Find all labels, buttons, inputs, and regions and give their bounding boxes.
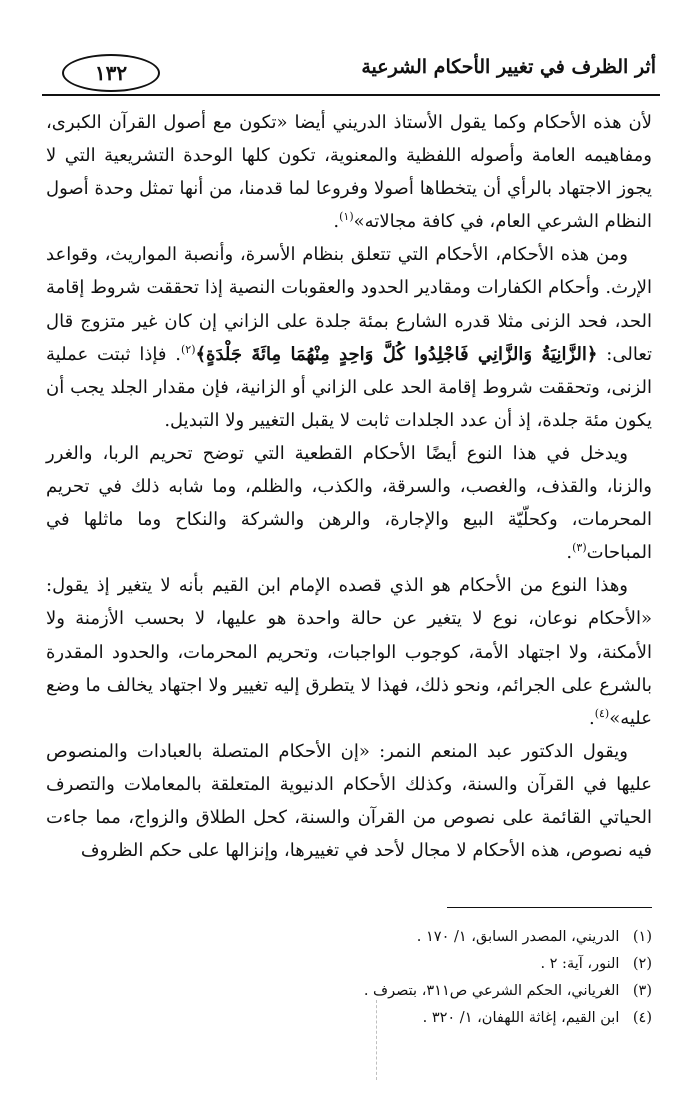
paragraph-4-text: وهذا النوع من الأحكام هو الذي قصده الإمام ابن القيم بأنه لا يتغير إذ يقول: «الأحكام نوعان، نوع لا يتغير عن حالة واحدة هو عليها، لا بحسب الأزمنة ولا الأمكنة، ولا اجتهاد الأمة، كوجوب الواجبات، وتحريم المحرمات، والحدود المقدرة بالشرع على الجرائم، ونحو ذلك، فهذا لا يتطرق إليه تغيير ولا اجتهاد يخالف ما وضع عليه» <box>46 575 652 729</box>
paragraph-3-end: . <box>566 542 573 564</box>
paragraph-1-text: لأن هذه الأحكام وكما يقول الأستاذ الدريني أيضا «تكون مع أصول القرآن الكبرى، ومفاهيمه العامة وأصوله اللفظية والمعنوية، تكون كلها الوحدة التشريعية التي لا يجوز الاجتهاد بالرأي أن يتخطاها أصولا وفروعا لما قدمنا، من أنها تمثل وحدة أصول النظام الشرعي العام، في كافة مجالاته» <box>46 112 652 233</box>
paragraph-1 <box>46 106 652 238</box>
paragraph-4 <box>46 569 652 734</box>
footnote-3-text: الغرياني، الحكم الشرعي ص٣١١، بتصرف . <box>363 983 620 999</box>
footnote-1-number: (١) <box>632 929 652 945</box>
paragraph-5 <box>46 735 652 867</box>
footnote-1 <box>200 924 652 951</box>
paragraph-2 <box>46 238 652 437</box>
page-number: ١٣٢ <box>94 61 128 85</box>
footnote-2 <box>200 951 652 978</box>
footnote-1-text: الدريني، المصدر السابق، ١/ ١٧٠ . <box>416 929 620 945</box>
paragraph-5-text: ويقول الدكتور عبد المنعم النمر: «إن الأحكام المتصلة بالعبادات والمنصوص عليها في القرآن والسنة، وكذلك الأحكام الدنيوية المتعلقة بالمعاملات والتصرف الحياتي القائمة على نصوص من القرآن والسنة، كحل الطلاق والزواج، مما جاءت فيه نصوص، هذه الأحكام لا مجال لأحد في تغييرها، وإنزالها على حكم الظروف <box>46 740 652 862</box>
running-title: أثر الظرف في تغيير الأحكام الشرعية <box>361 56 656 78</box>
footnote-4-text: ابن القيم، إغاثة اللهفان، ١/ ٣٢٠ . <box>422 1010 620 1026</box>
footnote-ref-4: (٤) <box>594 706 610 720</box>
footnote-3 <box>200 978 652 1005</box>
footnote-ref-3: (٣) <box>572 541 587 555</box>
scan-crease-line <box>376 1000 377 1080</box>
footnote-ref-1: (١) <box>339 210 354 224</box>
paragraph-3-text: ويدخل في هذا النوع أيضًا الأحكام القطعية التي توضح تحريم الربا، والغرر والزنا، والقذف، والغصب، والسرقة، والكذب، والظلم، وما شابه ذلك في تحريم المحرمات، وكحلّيّة البيع والإجارة، والرهن والشركة والنكاح وما ماثلها في المباحات <box>46 442 652 564</box>
footnote-2-number: (٢) <box>632 956 652 972</box>
footnote-4-number: (٤) <box>632 1010 652 1026</box>
header-divider <box>42 94 660 96</box>
paragraph-2-text-b: . فإذا ثبتت عملية الزنى، وتحققت شروط إقامة الحد على الزاني أو الزانية، فإن مقدار الجلد يجب أن يكون مئة جلدة، إذ أن عدد الجلدات ثابت لا يقبل التغيير ولا التبديل. <box>46 343 652 431</box>
paragraph-4-end: . <box>588 707 595 729</box>
page-number-oval <box>62 54 160 92</box>
paragraph-3 <box>46 437 652 569</box>
footnote-3-number: (٣) <box>632 983 652 999</box>
footnote-4 <box>200 1005 652 1032</box>
footnote-2-text: النور، آية: ٢ . <box>540 956 620 972</box>
paragraph-2-text-a: ومن هذه الأحكام، الأحكام التي تتعلق بنظام الأسرة، وأنصبة المواريث، وقواعد الإرث. وأحكام الكفارات ومقادير الحدود والعقوبات النصية إذا تحققت شروط إقامة الحد، فحد الزنى مثلا قدره الشارع بمئة جلدة على الزاني إن كان غير متزوج قال تعالى: <box>46 244 653 365</box>
main-text <box>46 106 652 867</box>
quran-verse: ﴿الزَّانِيَةُ وَالزَّانِي فَاجْلِدُوا كُلَّ وَاحِدٍ مِنْهُمَا مِائَةَ جَلْدَةٍ﴾ <box>195 343 598 365</box>
running-header <box>42 52 660 92</box>
footnote-ref-2: (٢) <box>180 342 196 356</box>
paragraph-1-end: . <box>333 211 340 233</box>
footnotes <box>200 924 652 1032</box>
footnote-divider <box>447 907 652 908</box>
